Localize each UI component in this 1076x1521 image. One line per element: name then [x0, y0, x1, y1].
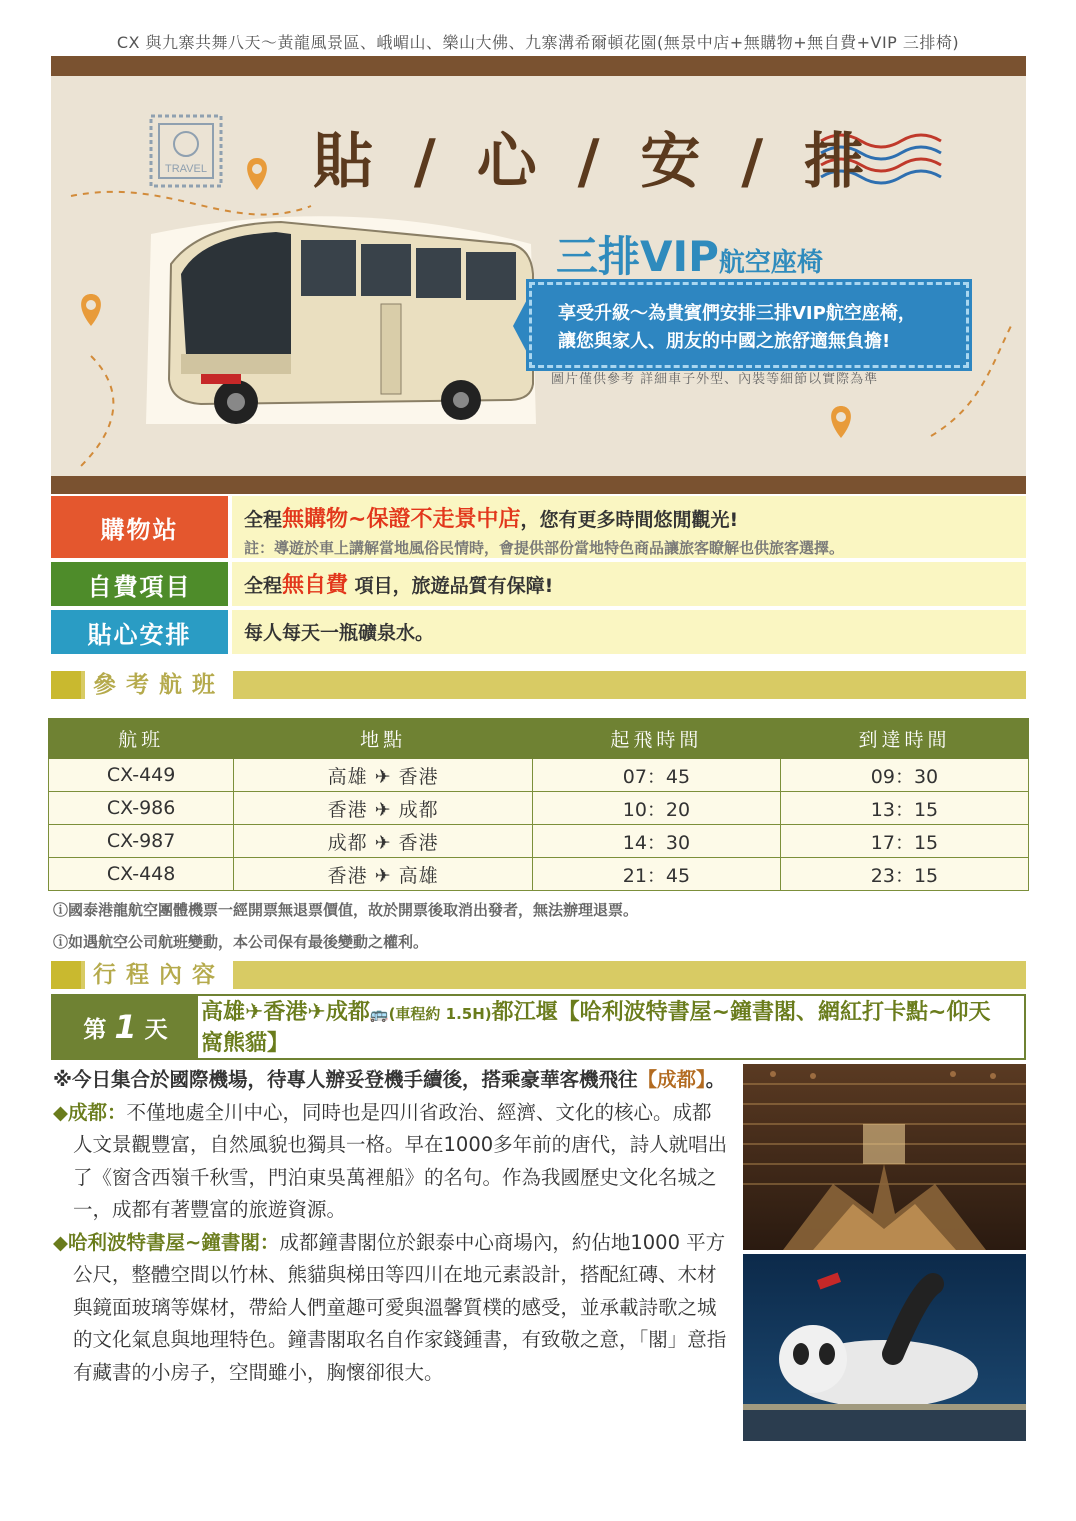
flight-route: 成都 ✈ 香港	[234, 825, 533, 858]
banner-subtitle: 三排VIP航空座椅	[556, 232, 823, 281]
bookstore-paragraph: ◆哈利波特書屋~鐘書閣：成都鐘書閣位於銀泰中心商場內，約佔地1000 平方公尺，整體空間以竹林、熊貓與梯田等四川在地元素設計，搭配紅磚、木材與鏡面玻璃等媒材，帶給人們童趣可愛與溫馨質樸的感受，並承載詩歌之城的文化氣息與地理特色。鐘書閣取名自作家錢鍾書，有致敬之意，「閣」意指有藏書的小房子，空間雖小，胸懷卻很大。	[53, 1230, 727, 1384]
flight-route: 香港 ✈ 高雄	[234, 858, 533, 891]
depart-time: 07：45	[532, 759, 780, 792]
optional-main-text: 全程無自費 項目，旅遊品質有保障!	[244, 573, 554, 598]
optional-row	[51, 562, 1026, 606]
table-row	[49, 759, 1029, 792]
flights-section-title: 參考航班	[85, 671, 233, 699]
table-row	[49, 825, 1029, 858]
flight-route: 高雄 ✈ 香港	[234, 759, 533, 792]
document-title: CX 與九寨共舞八天～黃龍風景區、峨嵋山、樂山大佛、九寨溝希爾頓花園(無景中店+無購物+無自費+VIP 三排椅)	[116, 33, 960, 52]
care-label: 貼心安排	[51, 610, 228, 654]
flight-route: 香港 ✈ 成都	[234, 792, 533, 825]
arrive-time: 17：15	[780, 825, 1028, 858]
day-1-intro: ※今日集合於國際機場，待專人辦妥登機手續後，搭乘豪華客機飛往【成都】。	[53, 1068, 726, 1091]
day-1-label: 第 1 天	[53, 996, 198, 1058]
svg-text:TRAVEL: TRAVEL	[165, 163, 207, 175]
flight-number: CX-986	[49, 792, 234, 825]
banner-disclaimer: 圖片僅供參考 詳細車子外型、內裝等細節以實際為準	[551, 372, 879, 387]
vip-ribbon	[529, 282, 969, 368]
day-1-description	[53, 1064, 728, 1389]
shopping-row	[51, 496, 1026, 558]
itinerary-section-header	[51, 961, 1026, 989]
col-header-flight: 航班	[49, 719, 234, 759]
panda-photo	[743, 1254, 1026, 1441]
promo-banner	[51, 56, 1026, 494]
col-header-depart: 起飛時間	[532, 719, 780, 759]
change-notice: ⓘ如遇航空公司航班變動，本公司保有最後變動之權利。	[53, 933, 429, 951]
flights-section-header	[51, 671, 1026, 699]
shopping-main-text: 全程無購物~保證不走景中店，您有更多時間悠閒觀光!	[244, 507, 739, 532]
col-header-arrive: 到達時間	[780, 719, 1028, 759]
ticket-notice: ⓘ國泰港龍航空團體機票一經開票無退票價值，故於開票後取消出發者，無法辦理退票。	[53, 901, 639, 919]
depart-time: 21：45	[532, 858, 780, 891]
flight-table	[48, 718, 1029, 891]
table-header-row	[49, 719, 1029, 759]
optional-content	[232, 562, 1026, 606]
optional-label: 自費項目	[51, 562, 228, 606]
arrive-time: 09：30	[780, 759, 1028, 792]
arrive-time: 13：15	[780, 792, 1028, 825]
care-content	[232, 610, 1026, 654]
table-row	[49, 858, 1029, 891]
table-row	[49, 792, 1029, 825]
care-row	[51, 610, 1026, 654]
flight-number: CX-987	[49, 825, 234, 858]
flight-number: CX-449	[49, 759, 234, 792]
shopping-label: 購物站	[51, 496, 228, 558]
ribbon-line-1: 享受升級～為貴賓們安排三排VIP航空座椅，	[558, 303, 916, 324]
day-1-title: 高雄✈香港✈成都🚌(車程約 1.5H)都江堰【哈利波特書屋~鐘書閣、網紅打卡點~仰天窩熊貓】	[201, 1000, 991, 1056]
ribbon-line-2: 讓您與家人、朋友的中國之旅舒適無負擔!	[558, 331, 891, 352]
col-header-route: 地點	[234, 719, 533, 759]
care-main-text: 每人每天一瓶礦泉水。	[244, 622, 435, 644]
day-1-header	[51, 994, 1026, 1060]
arrive-time: 23：15	[780, 858, 1028, 891]
depart-time: 10：20	[532, 792, 780, 825]
bus-image	[141, 204, 541, 434]
bus-icon: 🚌	[369, 1005, 389, 1023]
flight-number: CX-448	[49, 858, 234, 891]
banner-heading: 貼 / 心 / 安 / 排	[313, 127, 875, 197]
chengdu-paragraph: ◆成都：不僅地處全川中心，同時也是四川省政治、經濟、文化的核心。成都人文景觀豐富，自然風貌也獨具一格。早在1000多年前的唐代，詩人就唱出了《窗含西嶺千秋雪，門泊東吳萬裡船》的名句。作為我國歷史文化名城之一，成都有著豐富的旅遊資源。	[53, 1100, 728, 1221]
bookstore-photo	[743, 1064, 1026, 1250]
itinerary-section-title: 行程內容	[85, 961, 233, 989]
banner-top-bar	[51, 56, 1026, 76]
banner-bottom-bar	[51, 476, 1026, 494]
depart-time: 14：30	[532, 825, 780, 858]
shopping-note: 註：導遊於車上講解當地風俗民情時，會提供部份當地特色商品讓旅客瞭解也供旅客選擇。	[244, 539, 845, 557]
shopping-content	[232, 496, 1026, 558]
